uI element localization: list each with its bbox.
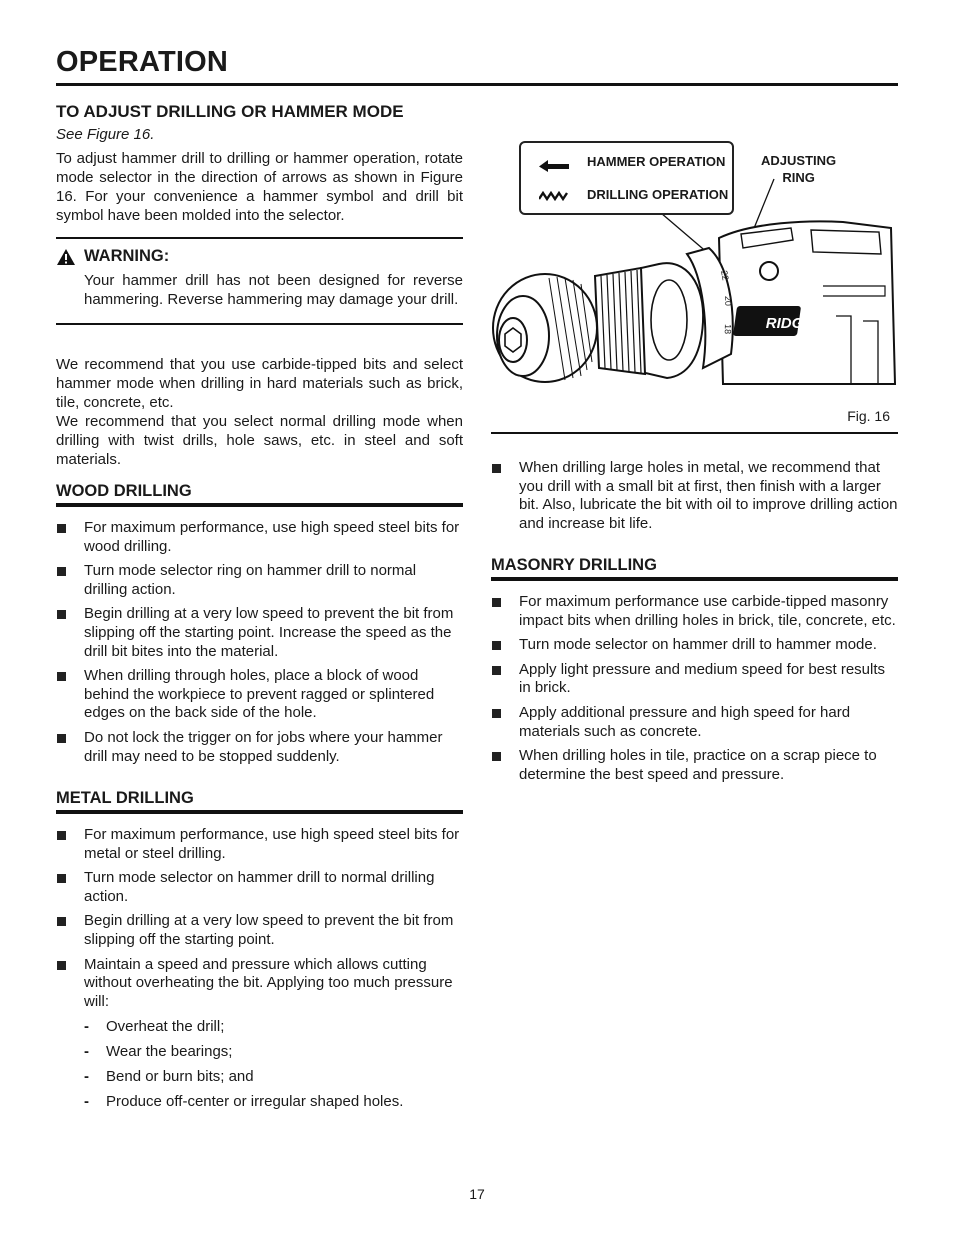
list-item-text: For maximum performance, use high speed steel bits for wood drilling. <box>84 519 460 555</box>
bullet-square-icon <box>492 598 501 607</box>
drill-bit-symbol-icon <box>539 191 569 201</box>
metal-list <box>56 826 463 1011</box>
page-number: 17 <box>469 1186 485 1202</box>
list-item-text: When drilling through holes, place a block of wood behind the workpiece to prevent ragged or splintered edges on the back side of the hole. <box>84 667 435 722</box>
svg-text:20: 20 <box>723 295 734 307</box>
list-item-text: For maximum performance use carbide-tipped masonry impact bits when drilling holes in brick, tile, concrete, etc. <box>519 593 896 629</box>
list-item <box>491 636 898 655</box>
dash-marker: - <box>84 1043 89 1061</box>
dash-marker: - <box>84 1093 89 1111</box>
list-item-text: Turn mode selector on hammer drill to normal drilling action. <box>84 869 435 905</box>
bullet-square-icon <box>492 464 501 473</box>
wood-list <box>56 519 463 766</box>
masonry-section <box>491 556 898 790</box>
list-item <box>491 661 898 698</box>
list-item-text: Do not lock the trigger on for jobs where your hammer drill may need to be stopped suddenly. <box>84 728 443 765</box>
list-item <box>56 912 463 949</box>
sub-list-item-text: Overheat the drill; <box>106 1018 225 1036</box>
recommend-section <box>56 355 463 469</box>
list-item <box>56 605 463 661</box>
metal-section <box>56 789 463 1117</box>
bullet-square-icon <box>57 734 66 743</box>
list-item <box>56 562 463 599</box>
bullet-square-icon <box>57 874 66 883</box>
sub-list-item <box>84 1092 463 1111</box>
svg-text:18: 18 <box>722 323 733 335</box>
list-item-text: Apply light pressure and medium speed for best results in brick. <box>519 660 886 697</box>
bullet-square-icon <box>57 961 66 970</box>
list-item <box>56 869 463 906</box>
adjust-body: To adjust hammer drill to drilling or hammer operation, rotate mode selector in the direction of arrows as shown in Figure 16. For your convenience a hammer symbol and drill bit symbol have been molded into the selector. <box>56 150 463 224</box>
callout-line-1: ADJUSTING <box>761 153 837 168</box>
list-item <box>491 459 898 533</box>
recommend-p1: We recommend that you use carbide-tipped bits and select hammer mode when drilling in hard materials such as brick, tile, concrete, etc. <box>56 356 463 411</box>
recommend-p2: We recommend that you select normal drilling mode when drilling with twist drills, hole saws, etc. in steel and soft materials. <box>56 413 463 468</box>
warning-body: Your hammer drill has not been designed for reverse hammering. Reverse hammering may damage your drill. <box>84 272 463 308</box>
wood-section <box>56 482 463 772</box>
list-item-text: Turn mode selector on hammer drill to hammer mode. <box>519 636 877 654</box>
masonry-list <box>491 593 898 784</box>
hammer-operation-label: HAMMER OPERATION <box>587 154 726 169</box>
warning-box <box>56 237 463 325</box>
sub-list-item <box>84 1067 463 1086</box>
bullet-square-icon <box>492 752 501 761</box>
list-item-text: Maintain a speed and pressure which allows cutting without overheating the bit. Applying too much pressure will: <box>84 955 453 1010</box>
warning-triangle-icon <box>56 248 76 266</box>
list-item <box>491 593 898 630</box>
list-item-text: Turn mode selector ring on hammer drill to normal drilling action. <box>84 562 417 598</box>
callout-line-2: RING <box>782 170 815 185</box>
sub-list-item <box>84 1017 463 1036</box>
warning-heading-row <box>56 247 463 266</box>
warning-heading: WARNING: <box>84 247 170 265</box>
dash-marker: - <box>84 1018 89 1036</box>
page-title: OPERATION <box>56 46 229 78</box>
list-item-text: Begin drilling at a very low speed to prevent the bit from slipping off the starting point. <box>84 912 454 948</box>
list-item <box>56 519 463 556</box>
title-rule <box>56 83 898 86</box>
list-item <box>491 747 898 784</box>
list-item <box>491 704 898 741</box>
list-item-text: Apply additional pressure and high speed for hard materials such as concrete. <box>519 703 851 740</box>
list-item <box>56 729 463 766</box>
bullet-square-icon <box>492 709 501 718</box>
bullet-square-icon <box>492 641 501 650</box>
sub-list-item-text: Bend or burn bits; and <box>106 1068 254 1086</box>
bullet-square-icon <box>57 672 66 681</box>
bullet-square-icon <box>57 917 66 926</box>
svg-text:RIDGID: RIDGID <box>765 315 819 332</box>
list-item-text: When drilling holes in tile, practice on a scrap piece to determine the best speed and pressure. <box>519 747 877 783</box>
figure-caption: Fig. 16 <box>847 408 890 424</box>
bullet-square-icon <box>57 524 66 533</box>
bullet-square-icon <box>57 567 66 576</box>
wood-heading: WOOD DRILLING <box>56 482 463 507</box>
figure-16 <box>491 136 898 434</box>
list-item-text: Begin drilling at a very low speed to prevent the bit from slipping off the starting point. Increase the speed as the drill bit bites into the material. <box>84 605 454 660</box>
bullet-square-icon <box>57 610 66 619</box>
see-figure-ref: See Figure 16. <box>56 126 155 143</box>
drilling-operation-label: DRILLING OPERATION <box>587 187 729 202</box>
sub-list-item <box>84 1042 463 1061</box>
svg-text:22: 22 <box>719 269 731 282</box>
metal-heading: METAL DRILLING <box>56 789 463 814</box>
sub-list-item-text: Produce off-center or irregular shaped holes. <box>106 1093 404 1111</box>
bullet-square-icon <box>492 666 501 675</box>
adjust-heading: TO ADJUST DRILLING OR HAMMER MODE <box>56 102 404 121</box>
adjust-section <box>56 102 463 225</box>
list-item-text: When drilling large holes in metal, we recommend that you drill with a small bit at first, then finish with a larger bit. Also, lubricate the bit with oil to improve drilling action and increase bit life. <box>519 459 898 532</box>
list-item-text: For maximum performance, use high speed steel bits for metal or steel drilling. <box>84 826 460 862</box>
masonry-heading: MASONRY DRILLING <box>491 556 898 581</box>
metal-sublist <box>56 1017 463 1111</box>
dash-marker: - <box>84 1068 89 1086</box>
metal-list-continued <box>491 459 898 539</box>
list-item <box>56 956 463 1012</box>
list-item <box>56 826 463 863</box>
sub-list-item-text: Wear the bearings; <box>106 1043 233 1061</box>
hammer-symbol-icon <box>539 160 569 172</box>
bullet-square-icon <box>57 831 66 840</box>
mode-legend-box <box>519 141 734 215</box>
list-item <box>56 667 463 723</box>
adjusting-ring-callout <box>761 152 836 186</box>
